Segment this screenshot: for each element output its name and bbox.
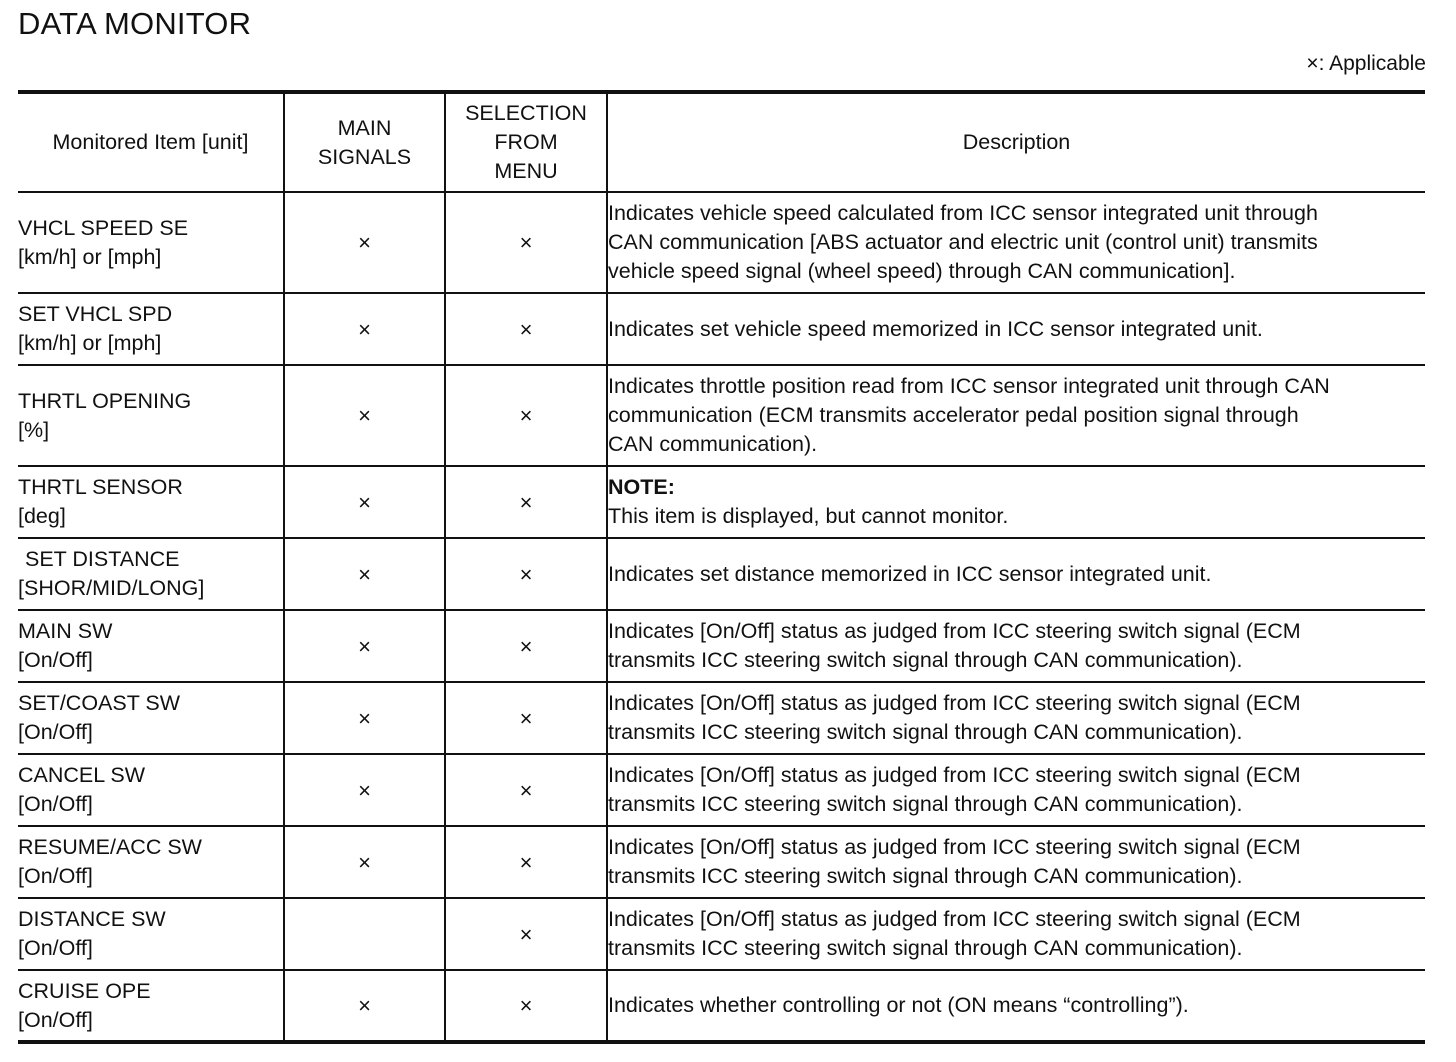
main-signal-cell [284,826,445,898]
description-line: transmits ICC steering switch signal through CAN communication). [608,648,1243,672]
applicable-mark-icon: × [358,316,371,342]
applicable-legend: ×: Applicable [1306,52,1426,75]
applicable-mark-icon: × [358,561,371,587]
description-cell [607,538,1425,610]
item-unit: [deg] [18,504,66,528]
description-cell [607,365,1425,466]
applicable-mark-icon: × [358,230,371,255]
applicable-mark-icon: × [358,633,371,659]
item-name: DISTANCE SW [18,907,166,931]
main-signal-cell [284,970,445,1042]
selection-cell [445,826,607,898]
description-line: Indicates set distance memorized in ICC sensor integrated unit. [608,561,1212,586]
item-cell [18,754,284,826]
description-line: Indicates set vehicle speed memorized in ICC sensor integrated unit. [608,316,1263,341]
description-line: vehicle speed signal (wheel speed) through CAN communication]. [608,259,1236,283]
main-signal-cell [284,365,445,466]
description-line: Indicates throttle position read from ICC sensor integrated unit through CAN [608,374,1330,398]
item-name: CRUISE OPE [18,978,151,1003]
header-monitored-item: Monitored Item [unit] [18,92,284,192]
item-cell [18,826,284,898]
applicable-mark-icon: × [519,489,533,515]
description-cell [607,610,1425,682]
main-signal-cell [284,192,445,293]
selection-cell [445,192,607,293]
description-line: transmits ICC steering switch signal through CAN communication). [608,720,1243,744]
applicable-mark-icon: × [358,849,371,875]
description-cell [607,754,1425,826]
main-signal-cell [284,466,445,538]
applicable-mark-icon: × [519,633,533,659]
applicable-mark-icon: × [519,316,533,342]
header-selection-from-menu [445,92,607,192]
item-name: THRTL OPENING [18,388,192,413]
table-row [18,898,1425,970]
applicable-mark-icon: × [358,993,371,1018]
header-main-line: MAIN [337,115,392,140]
item-unit: [On/Off] [18,720,93,744]
selection-cell [445,682,607,754]
item-name: SET VHCL SPD [18,302,173,326]
description-line: transmits ICC steering switch signal through CAN communication). [608,936,1243,960]
item-unit: [km/h] or [mph] [18,244,162,269]
table-row [18,826,1425,898]
description-line: Indicates [On/Off] status as judged from ICC steering switch signal (ECM [608,907,1301,931]
header-selection-line: FROM [494,130,558,154]
item-cell [18,192,284,293]
applicable-mark-icon: × [519,403,533,428]
table-row [18,365,1425,466]
item-name: SET DISTANCE [25,547,180,571]
item-unit: [%] [18,417,50,442]
description-line: Indicates [On/Off] status as judged from ICC steering switch signal (ECM [608,691,1301,715]
item-name: SET/COAST SW [18,691,181,715]
selection-cell [445,898,607,970]
applicable-mark-icon: × [519,993,533,1018]
description-cell [607,192,1425,293]
description-cell [607,293,1425,365]
note-label: NOTE: [608,475,675,499]
main-signal-cell [284,293,445,365]
description-line: This item is displayed, but cannot monitor. [608,504,1009,528]
description-line: Indicates [On/Off] status as judged from ICC steering switch signal (ECM [608,763,1301,787]
selection-cell [445,466,607,538]
item-unit: [On/Off] [18,792,93,816]
item-unit: [On/Off] [18,936,93,960]
item-cell [18,682,284,754]
main-signal-cell [284,754,445,826]
description-line: Indicates [On/Off] status as judged from ICC steering switch signal (ECM [608,835,1301,859]
description-line: Indicates [On/Off] status as judged from ICC steering switch signal (ECM [608,619,1301,643]
page-title: DATA MONITOR [18,6,252,41]
description-cell [607,970,1425,1042]
item-cell [18,466,284,538]
table-row [18,538,1425,610]
item-unit: [On/Off] [18,648,93,672]
item-name: VHCL SPEED SE [18,215,189,240]
item-cell [18,970,284,1042]
item-cell [18,293,284,365]
header-selection-line: SELECTION [465,101,587,125]
item-cell [18,610,284,682]
main-signal-cell [284,610,445,682]
table-row [18,610,1425,682]
selection-cell [445,610,607,682]
description-cell [607,466,1425,538]
item-name: MAIN SW [18,619,113,643]
header-selection-line: MENU [494,159,558,183]
item-unit: [On/Off] [18,864,93,888]
applicable-mark-icon: × [519,921,533,947]
header-row [18,92,1425,192]
table-row [18,970,1425,1042]
main-signal-cell [284,538,445,610]
selection-cell [445,538,607,610]
description-line: transmits ICC steering switch signal through CAN communication). [608,864,1243,888]
data-monitor-table [18,90,1425,1044]
item-unit: [SHOR/MID/LONG] [18,576,205,600]
description-cell [607,898,1425,970]
main-signal-cell [284,682,445,754]
table-row [18,466,1425,538]
applicable-mark-icon: × [519,561,533,587]
item-name: THRTL SENSOR [18,475,183,499]
applicable-mark-icon: × [519,705,533,731]
description-line: communication (ECM transmits accelerator pedal position signal through [608,403,1299,427]
description-line: Indicates whether controlling or not (ON means “controlling”). [608,993,1189,1017]
table-row [18,293,1425,365]
applicable-mark-icon: × [358,489,371,515]
applicable-mark-icon: × [358,403,371,428]
item-cell [18,898,284,970]
selection-cell [445,754,607,826]
description-line: CAN communication [ABS actuator and electric unit (control unit) transmits [608,230,1318,254]
applicable-mark-icon: × [519,777,533,803]
applicable-mark-icon: × [519,849,533,875]
table-row [18,754,1425,826]
item-unit: [km/h] or [mph] [18,331,162,355]
description-line: CAN communication). [608,432,818,456]
applicable-mark-icon: × [358,705,371,731]
table-row [18,682,1425,754]
selection-cell [445,293,607,365]
table-row [18,192,1425,293]
item-name: CANCEL SW [18,763,146,787]
selection-cell [445,365,607,466]
selection-cell [445,970,607,1042]
item-unit: [On/Off] [18,1007,93,1032]
item-cell [18,538,284,610]
header-main-line: SIGNALS [317,144,412,169]
item-cell [18,365,284,466]
main-signal-cell [284,898,445,970]
applicable-mark-icon: × [358,777,371,803]
description-line: Indicates vehicle speed calculated from ICC sensor integrated unit through [608,201,1318,225]
description-line: transmits ICC steering switch signal through CAN communication). [608,792,1243,816]
description-cell [607,682,1425,754]
header-main-signals [284,92,445,192]
applicable-mark-icon: × [519,230,533,255]
description-cell [607,826,1425,898]
header-description: Description [607,92,1425,192]
item-name: RESUME/ACC SW [18,835,202,859]
